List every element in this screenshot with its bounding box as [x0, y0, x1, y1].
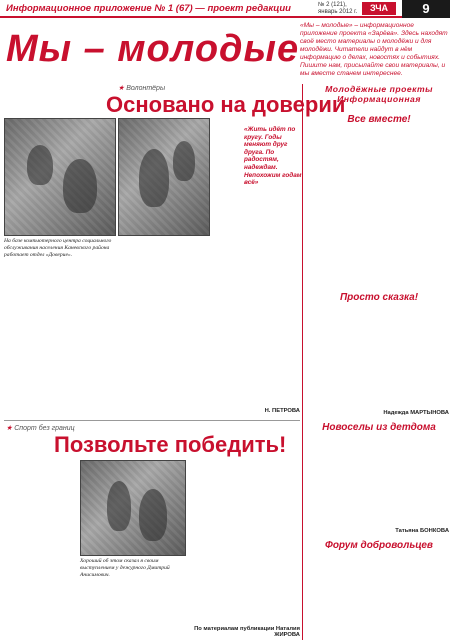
supplement-line: Информационное приложение № 1 (67) — проект редакции — [6, 3, 291, 14]
article-quote: «Жить идёт по кругу. Годы меняют друг друга. По радостям, надеждам. Непохожим годам всё» — [244, 126, 302, 187]
article-column-2 — [4, 270, 74, 418]
article-column-3 — [78, 240, 150, 418]
issue-info: № 2 (121), январь 2012 г. — [318, 2, 358, 15]
rubric-volunteers — [118, 84, 165, 92]
sidebar-author-fairytale: Надежда МАРТЫНОВА — [383, 410, 449, 416]
photo-caption: На базе компьютерного центра социального обслуживания населения Каневского района работает отдел «Доверие». — [4, 238, 112, 258]
sidebar-heading-orphanage: Новоселы из детдома — [322, 422, 436, 433]
sidebar-title: Молодёжные проекты Информационная — [325, 84, 433, 104]
sidebar-heading-together: Все вместе! — [347, 114, 411, 125]
sidebar-text-fairytale — [307, 306, 449, 410]
page-number: 9 — [402, 0, 450, 18]
second-column-3 — [190, 460, 300, 626]
sidebar-author-orphanage: Татьяна БОНКОВА — [395, 528, 449, 534]
article-column-4 — [154, 240, 226, 418]
rubric-sport — [6, 424, 75, 432]
article-photo-2 — [118, 118, 210, 236]
article-photo-1 — [4, 118, 116, 236]
sidebar-text-together — [307, 128, 449, 288]
supplement-title: Мы – молодые — [6, 28, 300, 70]
newspaper-logo: ЗЧА — [362, 2, 396, 15]
article-author: Н. ПЕТРОВА — [264, 408, 300, 414]
sport-photo — [80, 460, 186, 556]
sport-photo-caption: Хороший об этом сказал я своим выступлением у дежурного Дмитрий Анисимович. — [80, 558, 170, 578]
masthead — [0, 20, 300, 82]
second-author: По материалам публикации Наталия ЖИРОВА — [194, 626, 300, 638]
article-column-5 — [230, 190, 300, 410]
supplement-slogan: «Мы – молодые» – информационное приложение проекта «Зарёва». Здесь находят своё место материалы о молодёжи и для молодёжи. Читатели найдут в нём информацию о делах, новостях и событиях. Пишите нам, присылайте свои материалы, и мы вместе станем интереснее. — [300, 22, 448, 77]
second-column-1 — [4, 460, 76, 640]
sidebar-text-orphanage — [307, 436, 449, 528]
second-headline: Позвольте победить! — [54, 432, 287, 457]
rubric-label: Спорт без границ — [14, 425, 75, 432]
main-headline: Основано на доверии — [106, 92, 346, 117]
sidebar-heading-forum: Форум добровольцев — [325, 540, 433, 551]
article-divider — [4, 420, 300, 421]
sidebar-heading-fairytale: Просто сказка! — [339, 292, 419, 303]
sidebar-text-forum — [307, 554, 449, 638]
star-icon: ★ — [6, 425, 13, 432]
rubric-label: Волонтёры — [126, 85, 166, 92]
second-column-2 — [80, 580, 186, 640]
top-bar — [0, 0, 450, 18]
sidebar — [302, 84, 450, 640]
star-icon: ★ — [118, 85, 125, 92]
